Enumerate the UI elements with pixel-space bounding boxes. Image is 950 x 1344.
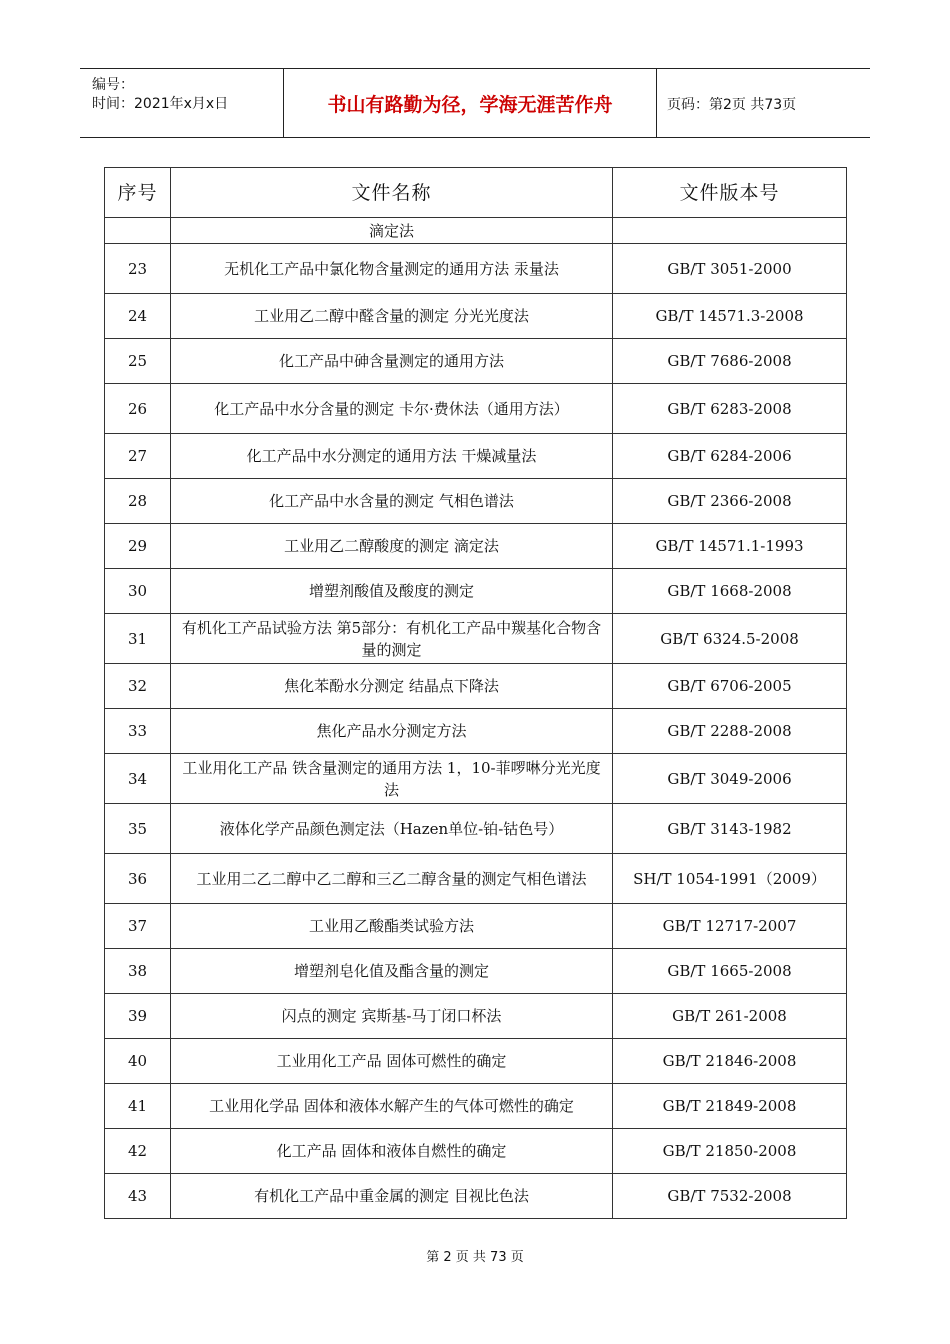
cell-seq: 35 bbox=[105, 804, 171, 854]
cell-name: 工业用乙二醇酸度的测定 滴定法 bbox=[171, 524, 613, 569]
document-time-label: 时间：2021年x月x日 bbox=[92, 96, 229, 112]
standards-table bbox=[104, 167, 847, 1219]
cell-name: 化工产品中水分测定的通用方法 干燥减量法 bbox=[171, 434, 613, 479]
cell-seq: 42 bbox=[105, 1129, 171, 1174]
cell-seq: 37 bbox=[105, 904, 171, 949]
cell-name: 滴定法 bbox=[171, 218, 613, 244]
cell-name: 闪点的测定 宾斯基-马丁闭口杯法 bbox=[171, 994, 613, 1039]
column-header-seq: 序号 bbox=[105, 168, 171, 218]
page-footer: 第 2 页 共 73 页 bbox=[426, 1250, 524, 1265]
cell-seq: 30 bbox=[105, 569, 171, 614]
cell-seq: 32 bbox=[105, 664, 171, 709]
cell-seq: 36 bbox=[105, 854, 171, 904]
document-code-label: 编号： bbox=[92, 77, 134, 93]
table-row bbox=[105, 339, 847, 384]
table-row bbox=[105, 524, 847, 569]
cell-name: 有机化工产品中重金属的测定 目视比色法 bbox=[171, 1174, 613, 1219]
table-row bbox=[105, 1129, 847, 1174]
cell-version: GB/T 2366-2008 bbox=[613, 479, 847, 524]
cell-name: 增塑剂酸值及酸度的测定 bbox=[171, 569, 613, 614]
cell-version: GB/T 6283-2008 bbox=[613, 384, 847, 434]
cell-seq: 23 bbox=[105, 244, 171, 294]
header-motto: 书山有路勤为径，学海无涯苦作舟 bbox=[327, 94, 613, 116]
cell-version: GB/T 3143-1982 bbox=[613, 804, 847, 854]
cell-seq: 40 bbox=[105, 1039, 171, 1084]
cell-name: 工业用乙二醇中醛含量的测定 分光光度法 bbox=[171, 294, 613, 339]
table-row bbox=[105, 1039, 847, 1084]
cell-version: SH/T 1054-1991（2009） bbox=[613, 854, 847, 904]
table-row bbox=[105, 709, 847, 754]
cell-name: 化工产品中砷含量测定的通用方法 bbox=[171, 339, 613, 384]
column-header-name: 文件名称 bbox=[171, 168, 613, 218]
cell-version: GB/T 1665-2008 bbox=[613, 949, 847, 994]
table-row bbox=[105, 754, 847, 804]
cell-seq: 38 bbox=[105, 949, 171, 994]
cell-version: GB/T 3049-2006 bbox=[613, 754, 847, 804]
cell-seq: 41 bbox=[105, 1084, 171, 1129]
table-row bbox=[105, 434, 847, 479]
table-row bbox=[105, 994, 847, 1039]
table-row bbox=[105, 569, 847, 614]
cell-name: 增塑剂皂化值及酯含量的测定 bbox=[171, 949, 613, 994]
cell-version: GB/T 14571.3-2008 bbox=[613, 294, 847, 339]
table-row bbox=[105, 854, 847, 904]
cell-name: 工业用化工产品 固体可燃性的确定 bbox=[171, 1039, 613, 1084]
cell-seq bbox=[105, 218, 171, 244]
cell-version: GB/T 7532-2008 bbox=[613, 1174, 847, 1219]
cell-seq: 43 bbox=[105, 1174, 171, 1219]
cell-seq: 34 bbox=[105, 754, 171, 804]
cell-version: GB/T 6706-2005 bbox=[613, 664, 847, 709]
cell-version: GB/T 14571.1-1993 bbox=[613, 524, 847, 569]
cell-seq: 24 bbox=[105, 294, 171, 339]
table-row bbox=[105, 949, 847, 994]
cell-name: 焦化苯酚水分测定 结晶点下降法 bbox=[171, 664, 613, 709]
cell-version: GB/T 6324.5-2008 bbox=[613, 614, 847, 664]
table-row bbox=[105, 244, 847, 294]
table-row bbox=[105, 294, 847, 339]
cell-name: 化工产品中水分含量的测定 卡尔·费休法（通用方法） bbox=[171, 384, 613, 434]
cell-seq: 25 bbox=[105, 339, 171, 384]
cell-name: 焦化产品水分测定方法 bbox=[171, 709, 613, 754]
table-row bbox=[105, 614, 847, 664]
cell-name: 工业用化工产品 铁含量测定的通用方法 1，10-菲啰啉分光光度法 bbox=[171, 754, 613, 804]
cell-version: GB/T 3051-2000 bbox=[613, 244, 847, 294]
cell-name: 化工产品中水含量的测定 气相色谱法 bbox=[171, 479, 613, 524]
table-row bbox=[105, 384, 847, 434]
cell-name: 有机化工产品试验方法 第5部分：有机化工产品中羰基化合物含量的测定 bbox=[171, 614, 613, 664]
cell-name: 工业用二乙二醇中乙二醇和三乙二醇含量的测定气相色谱法 bbox=[171, 854, 613, 904]
table-row bbox=[105, 479, 847, 524]
cell-version: GB/T 2288-2008 bbox=[613, 709, 847, 754]
cell-seq: 33 bbox=[105, 709, 171, 754]
cell-name: 工业用化学品 固体和液体水解产生的气体可燃性的确定 bbox=[171, 1084, 613, 1129]
cell-version bbox=[613, 218, 847, 244]
page-header bbox=[80, 68, 870, 138]
header-pager-cell bbox=[657, 69, 870, 137]
cell-seq: 29 bbox=[105, 524, 171, 569]
table-row bbox=[105, 904, 847, 949]
cell-seq: 26 bbox=[105, 384, 171, 434]
table-row bbox=[105, 804, 847, 854]
table-row bbox=[105, 1084, 847, 1129]
cell-name: 工业用乙酸酯类试验方法 bbox=[171, 904, 613, 949]
column-header-version: 文件版本号 bbox=[613, 168, 847, 218]
cell-seq: 31 bbox=[105, 614, 171, 664]
header-page-number: 页码：第2页 共73页 bbox=[667, 97, 797, 113]
table-row bbox=[105, 664, 847, 709]
cell-seq: 28 bbox=[105, 479, 171, 524]
header-motto-cell bbox=[284, 69, 657, 137]
cell-name: 化工产品 固体和液体自燃性的确定 bbox=[171, 1129, 613, 1174]
cell-version: GB/T 7686-2008 bbox=[613, 339, 847, 384]
cell-seq: 39 bbox=[105, 994, 171, 1039]
table-header-row bbox=[105, 168, 847, 218]
cell-version: GB/T 21846-2008 bbox=[613, 1039, 847, 1084]
cell-version: GB/T 21850-2008 bbox=[613, 1129, 847, 1174]
table-row-continuation bbox=[105, 218, 847, 244]
cell-version: GB/T 12717-2007 bbox=[613, 904, 847, 949]
header-meta-cell bbox=[80, 69, 284, 137]
cell-seq: 27 bbox=[105, 434, 171, 479]
cell-version: GB/T 6284-2006 bbox=[613, 434, 847, 479]
cell-name: 无机化工产品中氯化物含量测定的通用方法 汞量法 bbox=[171, 244, 613, 294]
cell-version: GB/T 1668-2008 bbox=[613, 569, 847, 614]
cell-version: GB/T 21849-2008 bbox=[613, 1084, 847, 1129]
table-row bbox=[105, 1174, 847, 1219]
cell-version: GB/T 261-2008 bbox=[613, 994, 847, 1039]
cell-name: 液体化学产品颜色测定法（Hazen单位-铂-钴色号） bbox=[171, 804, 613, 854]
